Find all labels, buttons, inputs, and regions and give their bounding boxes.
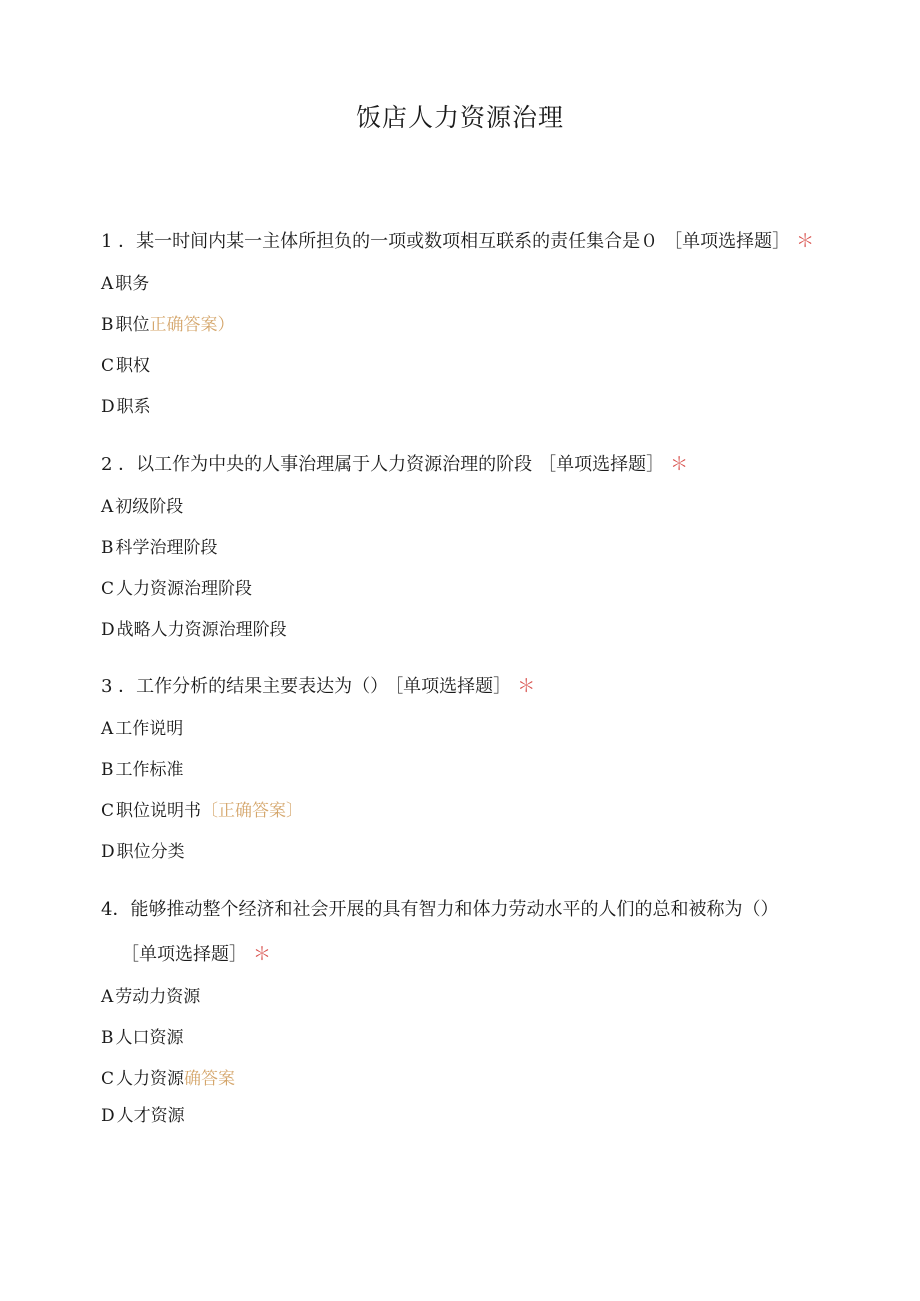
option-letter: B xyxy=(101,760,114,780)
option-d[interactable] xyxy=(101,387,821,428)
question-type-label: ［单项选择题］ xyxy=(121,944,247,965)
option-label: 人力资源治理阶段 xyxy=(116,579,253,599)
required-mark: ＊ xyxy=(253,944,271,965)
option-c[interactable] xyxy=(101,569,821,610)
option-letter: C xyxy=(101,356,115,376)
option-d[interactable] xyxy=(101,832,821,873)
required-mark: ＊ xyxy=(670,454,689,475)
option-label: 劳动力资源 xyxy=(115,987,201,1007)
page-title: 饭店人力资源治理 xyxy=(355,103,564,132)
question-text xyxy=(101,664,821,709)
option-label: 职权 xyxy=(116,356,151,376)
option-letter: D xyxy=(101,397,115,417)
option-letter: B xyxy=(101,538,114,558)
option-a[interactable] xyxy=(101,264,821,305)
correct-answer-mark: 确答案 xyxy=(184,1069,236,1089)
question-3 xyxy=(101,664,821,873)
option-c[interactable] xyxy=(101,346,821,387)
option-letter: B xyxy=(101,315,114,335)
option-label: 职位 xyxy=(115,315,150,335)
option-c[interactable] xyxy=(101,791,821,832)
option-d[interactable] xyxy=(101,1100,821,1132)
option-label: 职位分类 xyxy=(116,842,185,862)
question-stem: 3 ．工作分析的结果主要表达为（） xyxy=(101,676,389,697)
option-label: 职系 xyxy=(116,397,151,417)
question-stem: 2 ．以工作为中央的人事治理属于人力资源治理的阶段 xyxy=(101,454,533,475)
option-label: 科学治理阶段 xyxy=(115,538,218,558)
option-d[interactable] xyxy=(101,610,821,651)
question-type-label: ［单项选择题］ xyxy=(664,231,791,252)
option-letter: D xyxy=(101,842,115,862)
option-label: 职务 xyxy=(115,274,150,294)
option-a[interactable] xyxy=(101,709,821,750)
option-letter: A xyxy=(101,274,114,294)
option-letter: D xyxy=(101,1106,115,1126)
question-text xyxy=(101,442,821,487)
option-letter: A xyxy=(101,719,114,739)
option-letter: B xyxy=(101,1028,114,1048)
option-b[interactable] xyxy=(101,1018,821,1059)
required-mark: ＊ xyxy=(517,676,536,697)
option-label: 职位说明书 xyxy=(116,801,202,821)
question-stem: 1 ．某一时间内某一主体所担负的一项或数项相互联系的责任集合是０ xyxy=(101,231,659,252)
option-label: 初级阶段 xyxy=(115,497,184,517)
option-letter: A xyxy=(101,987,114,1007)
required-mark: ＊ xyxy=(796,231,815,252)
question-stem: 4．能够推动整个经济和社会开展的具有智力和体力劳动水平的人们的总和被称为（） xyxy=(101,899,779,920)
option-letter: D xyxy=(101,620,115,640)
option-a[interactable] xyxy=(101,977,821,1018)
option-label: 人口资源 xyxy=(115,1028,184,1048)
correct-answer-mark: 〔正确答案〕 xyxy=(201,801,304,821)
question-type-label: ［单项选择题］ xyxy=(538,454,665,475)
option-b[interactable] xyxy=(101,305,821,346)
question-text-line2 xyxy=(101,932,821,977)
option-a[interactable] xyxy=(101,487,821,528)
option-label: 工作标准 xyxy=(115,760,184,780)
option-label: 人力资源 xyxy=(116,1069,185,1089)
option-c[interactable] xyxy=(101,1059,821,1100)
question-type-label: ［单项选择题］ xyxy=(394,676,512,697)
correct-answer-mark: 正确答案） xyxy=(149,315,235,335)
option-label: 人才资源 xyxy=(116,1106,185,1126)
question-4 xyxy=(101,887,821,1132)
question-2 xyxy=(101,442,821,651)
option-letter: A xyxy=(101,497,114,517)
question-1 xyxy=(101,219,821,428)
option-letter: C xyxy=(101,801,115,821)
question-text xyxy=(101,219,821,264)
question-text xyxy=(101,887,821,977)
option-letter: C xyxy=(101,1069,115,1089)
option-label: 战略人力资源治理阶段 xyxy=(116,620,287,640)
option-b[interactable] xyxy=(101,750,821,791)
option-b[interactable] xyxy=(101,528,821,569)
option-letter: C xyxy=(101,579,115,599)
option-label: 工作说明 xyxy=(115,719,184,739)
